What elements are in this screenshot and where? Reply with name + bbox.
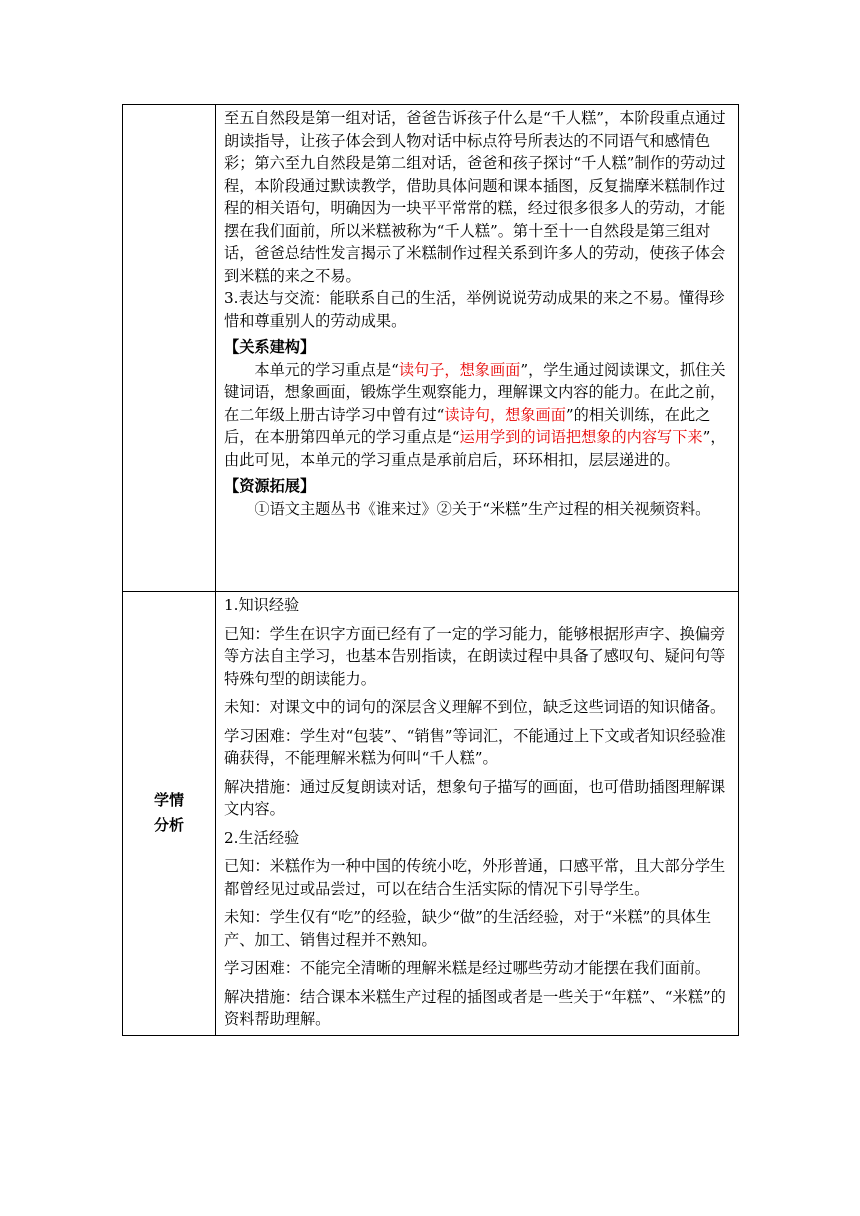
- section-heading: 【资源拓展】: [224, 477, 316, 495]
- analysis-item: 已知：学生在识字方面已经有了一定的学习能力，能够根据形声字、换偏旁等方法自主学习，也基本告别指读，在朗读过程中具备了感叹句、疑问句等特殊句型的朗读能力。: [224, 624, 726, 688]
- analysis-item: 学习困难：不能完全清晰的理解米糕是经过哪些劳动才能摆在我们面前。: [224, 959, 710, 977]
- section-heading: 【关系建构】: [224, 338, 316, 356]
- lesson-plan-table: [122, 104, 739, 1036]
- label-line: 学情: [153, 791, 184, 810]
- section-title: 2.生活经验: [224, 828, 300, 847]
- section-title: 1.知识经验: [224, 596, 300, 614]
- paragraph: 至五自然段是第一组对话，爸爸告诉孩子什么是“千人糕”，本阶段重点通过朗读指导，让孩子体会到人物对话中标点符号所表达的不同语气和感情色彩；第六至九自然段是第二组对话，爸爸和孩子探讨“千人糕”制作的劳动过程，本阶段通过默读教学，借助具体问题和课本插图，反复揣摩米糕制作过程的相关语句，明确因为一块平平常常的糕，经过很多很多人的劳动，才能摆在我们面前，所以米糕被称为“千人糕”。第十至十一自然段是第三组对话，爸爸总结性发言揭示了米糕制作过程关系到许多人的劳动，使孩子体会到米糕的来之不易。: [224, 109, 726, 285]
- analysis-item: 未知：对课文中的词句的深层含义理解不到位，缺乏这些词语的知识储备。: [224, 698, 726, 716]
- resource-paragraph: ①语文主题丛书《谁来过》②关于“米糕”生产过程的相关视频资料。: [254, 499, 711, 518]
- highlight-text: 读诗句，想象画面: [444, 405, 566, 424]
- analysis-item: 解决措施：结合课本米糕生产过程的插图或者是一些关于“年糕”、“米糕”的资料帮助理解。: [224, 987, 726, 1028]
- content-cell: [216, 105, 739, 592]
- analysis-item: 未知：学生仅有“吃”的经验，缺少“做”的生活经验，对于“米糕”的具体生产、加工、销售过程并不熟知。: [224, 908, 712, 949]
- row-label-empty: [123, 105, 216, 592]
- paragraph: 3.表达与交流：能联系自己的生活，举例说说劳动成果的来之不易。懂得珍惜和尊重别人的劳动成果。: [224, 289, 725, 330]
- analysis-item: 学习困难：学生对“包装”、“销售”等词汇，不能通过上下文或者知识经验准确获得，不能理解米糕为何叫“千人糕”。: [224, 726, 726, 767]
- table-row: [123, 105, 739, 592]
- relation-paragraph: 本单元的学习重点是“读句子，想象画面”，学生通过阅读课文，抓住关键词语，想象画面，锻炼学生观察能力，理解课文内容的能力。在此之前，在二年级上册古诗学习中曾有过“读诗句，想象画面”的相关训练，在此之后，在本册第四单元的学习重点是“运用学到的词语把想象的内容写下来”，由此可见，本单元的学习重点是承前启后，环环相扣，层层递进的。: [224, 360, 726, 469]
- table-row: [123, 592, 739, 1036]
- analysis-item: 解决措施：通过反复朗读对话，想象句子描写的画面，也可借助插图理解课文内容。: [224, 777, 726, 818]
- analysis-item: 已知：米糕作为一种中国的传统小吃，外形普通，口感平常，且大部分学生都曾经见过或品尝过，可以在结合生活实际的情况下引导学生。: [224, 857, 726, 898]
- highlight-text: 运用学到的词语把想象的内容写下来: [459, 428, 703, 446]
- content-cell: [216, 592, 739, 1036]
- highlight-text: 读句子，想象画面: [398, 360, 521, 379]
- row-label: [123, 592, 216, 1036]
- label-line: 分析: [153, 816, 184, 835]
